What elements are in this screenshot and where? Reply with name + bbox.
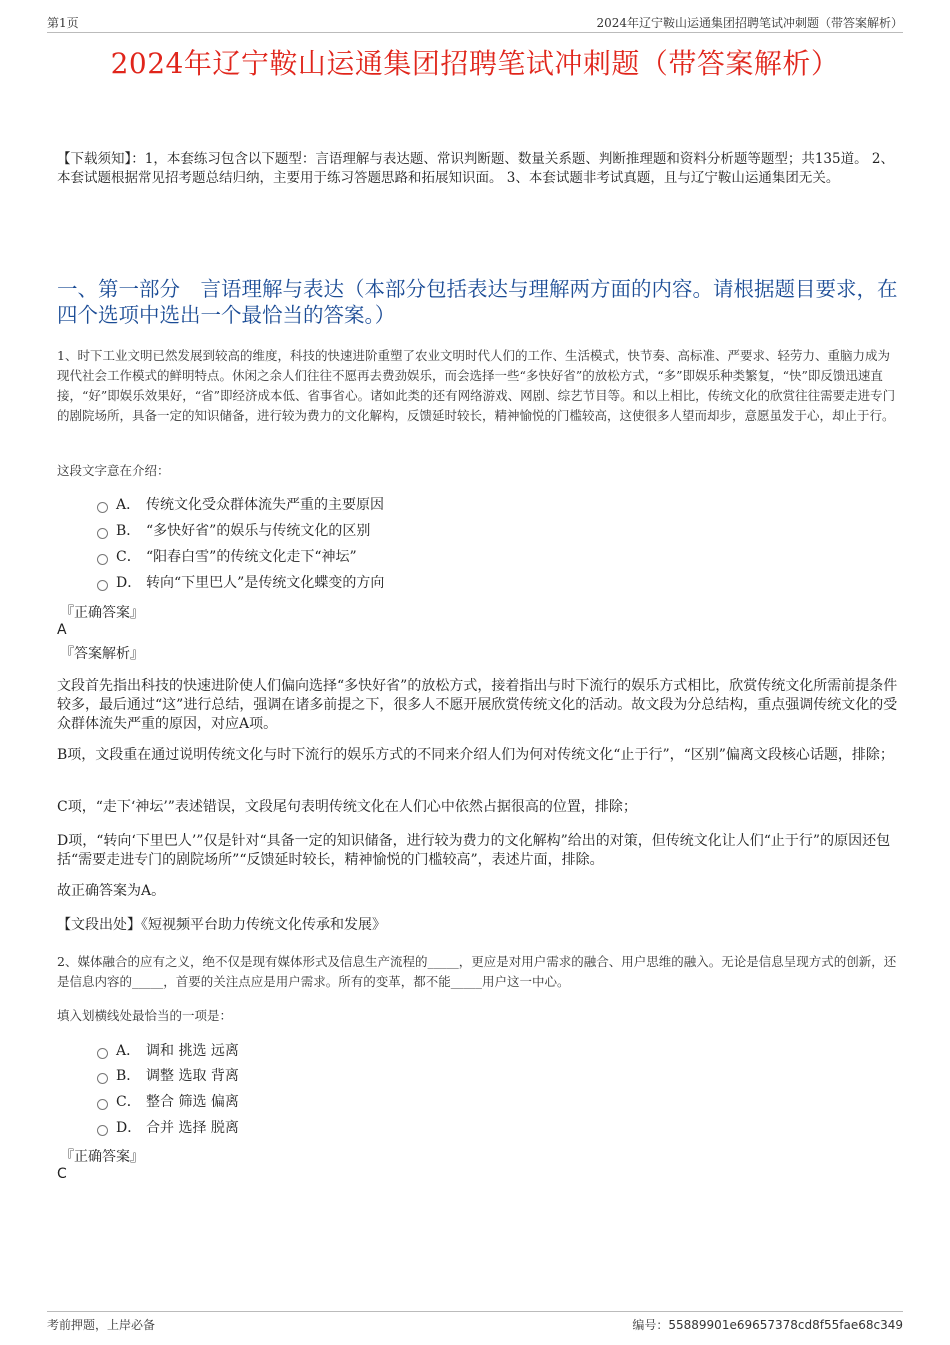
question-1-analysis-para: D项，“转向‘下里巴人’”仅是针对“具备一定的知识储备，进行较为费力的文化解构”给出的对策，但传统文化让人们“止于行”的原因还包括“需要走进专门的剧院场所”“反馈延时较长，精神愉悦的门槛较高”，表述片面，排除。 [57,833,891,868]
question-2-option-a[interactable]: A． 调和 挑选 远离 [97,1041,239,1061]
question-2-option-d[interactable]: D． 合并 选择 脱离 [97,1118,239,1138]
question-1-analysis-para: C项，“走下‘神坛’”表述错误，文段尾句表明传统文化在人们心中依然占据很高的位置，排除； [57,799,637,815]
download-notice: 【下载须知】：1，本套练习包含以下题型：言语理解与表达题、常识判断题、数量关系题、判断推理题和资料分析题等题型；共135道。 2、本套试题根据常见招考题总结归纳，主要用于练习答题思路和拓展知识面。 3、本套试题非考试真题，且与辽宁鞍山运通集团无关。 [57,151,894,186]
question-1-source: 【文段出处】《短视频平台助力传统文化传承和发展》 [57,917,386,933]
question-1-option-c[interactable]: C． “阳春白雪”的传统文化走下“神坛” [97,547,357,567]
page-header [47,14,903,33]
footer-code-label: 编号： [632,1318,669,1332]
radio-icon[interactable] [97,502,108,513]
question-2-answer: C [57,1166,67,1182]
footer-code [632,1316,903,1333]
question-1-prompt: 这段文字意在介绍： [57,463,170,478]
question-1-option-d[interactable]: D． 转向“下里巴人”是传统文化蝶变的方向 [97,573,384,593]
question-1-analysis-para: 文段首先指出科技的快速进阶使人们偏向选择“多快好省”的放松方式，接着指出与时下流行的娱乐方式相比，欣赏传统文化所需前提条件较多，最后通过“这”进行总结，强调在诸多前提之下，很多人不愿开展欣赏传统文化的活动。故文段为分总结构，重点强调传统文化的受众群体流失严重的原因，对应A项。 [57,678,898,732]
question-2-answer-label: 『正确答案』 [60,1149,144,1165]
page-number: 第1页 [47,16,79,30]
question-1-answer-label: 『正确答案』 [60,605,144,621]
question-1-option-b[interactable]: B． “多快好省”的娱乐与传统文化的区别 [97,521,370,541]
radio-icon[interactable] [97,580,108,591]
page-footer [47,1311,903,1334]
radio-icon[interactable] [97,1125,108,1136]
radio-icon[interactable] [97,1073,108,1084]
document-title: 2024年辽宁鞍山运通集团招聘笔试冲刺题（带答案解析） [110,47,840,80]
footer-slogan: 考前押题，上岸必备 [47,1318,156,1332]
radio-icon[interactable] [97,554,108,565]
question-1-analysis-para: 故正确答案为A。 [57,883,166,899]
header-doc-title: 2024年辽宁鞍山运通集团招聘笔试冲刺题（带答案解析） [596,16,903,30]
question-1-answer: A [57,622,67,638]
question-1-option-a[interactable]: A． 传统文化受众群体流失严重的主要原因 [97,495,384,515]
radio-icon[interactable] [97,528,108,539]
question-2-option-c[interactable]: C． 整合 筛选 偏离 [97,1092,239,1112]
section-title: 一、第一部分 言语理解与表达（本部分包括表达与理解两方面的内容。请根据题目要求，在四个选项中选出一个最恰当的答案。） [57,277,898,327]
question-2-option-b[interactable]: B． 调整 选取 背离 [97,1066,239,1086]
question-1-text: 1、时下工业文明已然发展到较高的维度，科技的快速进阶重塑了农业文明时代人们的工作、生活模式，快节奏、高标准、严要求、轻劳力、重脑力成为现代社会工作模式的鲜明特点。休闲之余人们往往不愿再去费劲娱乐，而会选择一些“多快好省”的放松方式，“多”即娱乐种类繁复，“快”即反馈迅速直接，“好”即娱乐效果好，“省”即经济成本低、省事省心。诸如此类的还有网络游戏、网剧、综艺节目等。和以上相比，传统文化的欣赏往往需要走进专门的剧院场所，具备一定的知识储备，进行较为费力的文化解构，反馈延时较长，精神愉悦的门槛较高，这使很多人望而却步，意愿虽发于心，却止于行。 [57,348,896,423]
footer-code-value: 55889901e69657378cd8f55fae68c349 [668,1318,903,1332]
question-2-prompt: 填入划横线处最恰当的一项是： [57,1008,233,1023]
radio-icon[interactable] [97,1099,108,1110]
question-1-analysis-para: B项，文段重在通过说明传统文化与时下流行的娱乐方式的不同来介绍人们为何对传统文化“止于行”，“区别”偏离文段核心话题，排除； [57,747,894,763]
radio-icon[interactable] [97,1048,108,1059]
question-2-text: 2、媒体融合的应有之义，绝不仅是现有媒体形式及信息生产流程的_____，更应是对用户需求的融合、用户思维的融入。无论是信息呈现方式的创新，还是信息内容的_____，首要的关注点应是用户需求。所有的变革，都不能_____用户这一中心。 [57,954,897,989]
question-1-analysis-label: 『答案解析』 [60,646,144,662]
